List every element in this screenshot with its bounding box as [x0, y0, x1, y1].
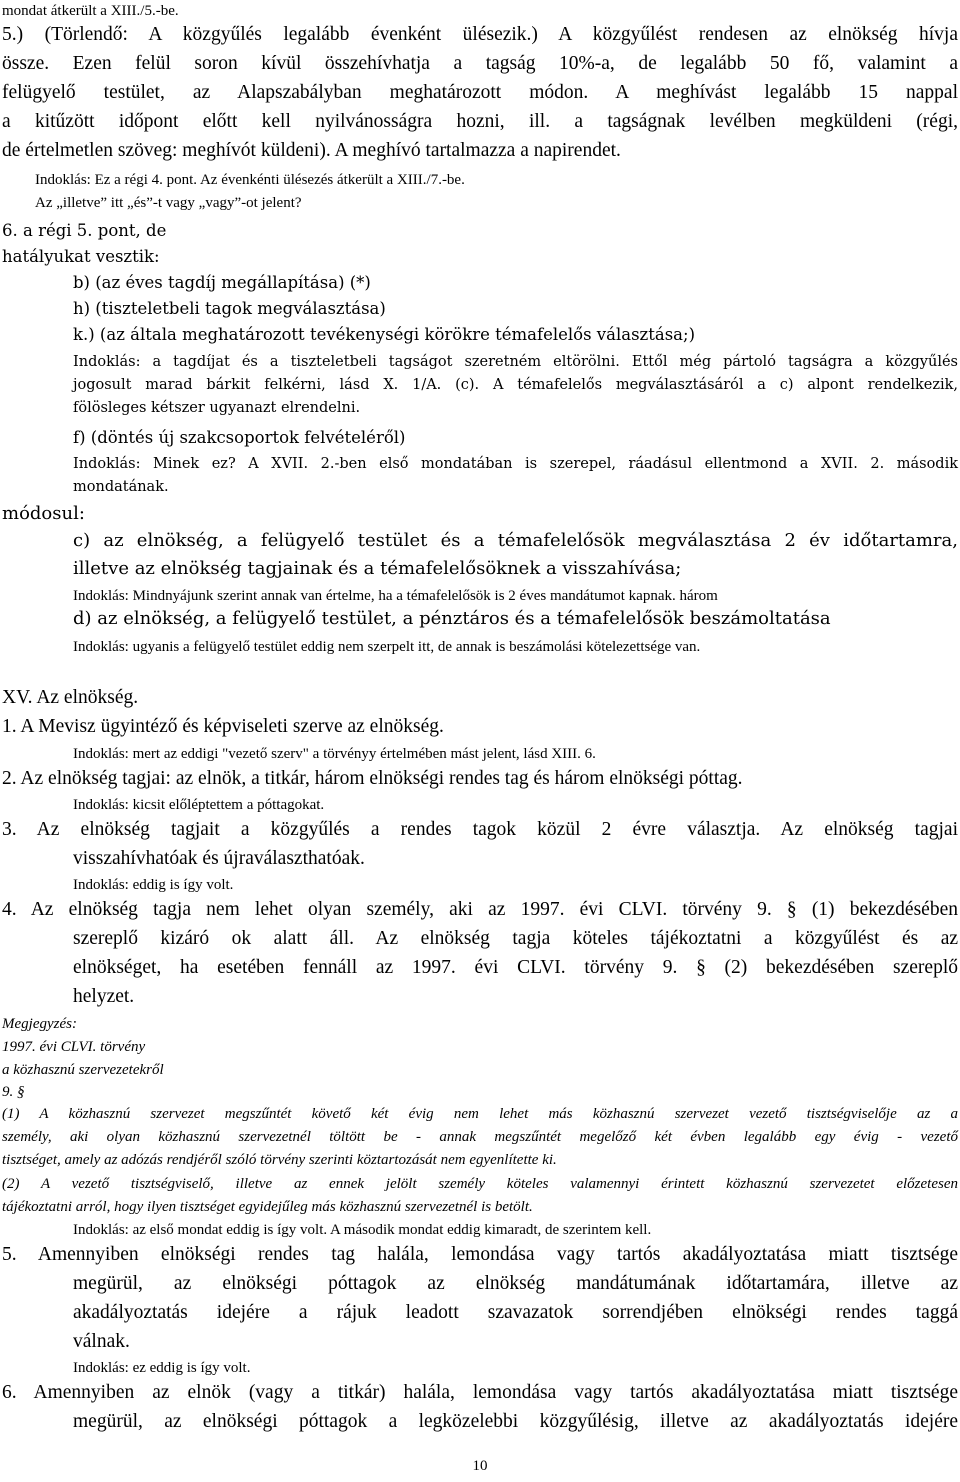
note-line: Megjegyzés:: [2, 1016, 77, 1032]
text-line: 4. Az elnökség tagja nem lehet olyan személy, aki az 1997. évi CLVI. törvény 9. § (1) bekezdésében: [2, 899, 958, 920]
text-line: b) (az éves tagdíj megállapítása) (*): [73, 273, 371, 292]
text-line: 6. Amennyiben az elnök (vagy a titkár) halála, lemondása vagy tartós akadályoztatása miatt tisztsége: [2, 1382, 958, 1403]
note-line: 9. §: [2, 1084, 25, 1100]
note-line: 1997. évi CLVI. törvény: [2, 1039, 146, 1055]
text-line: 2. Az elnökség tagjai: az elnök, a titkár, három elnökségi rendes tag és három elnökségi póttag.: [2, 768, 743, 789]
text-line: Indoklás: a tagdíjat és a tiszteletbeli tagságot szeretném eltörölni. Ettől még pártoló tagságra a közgyűlés: [73, 354, 958, 370]
text-line: illetve az elnökség tagjainak és a témafelelősöknek a visszahívása;: [73, 558, 682, 579]
text-line: fölösleges kétszer ugyanazt elrendelni.: [73, 400, 361, 416]
note-line: tájékoztatni arról, hogy ilyen tisztséget egyidejűleg más közhasznú szervezetnél is betölt.: [2, 1199, 533, 1215]
text-line: Indoklás: ez eddig is így volt.: [73, 1360, 251, 1376]
text-line: Indoklás: mert az eddigi "vezető szerv" a törvényy értelmében mást jelent, lásd XIII. 6.: [73, 746, 596, 762]
text-line: 1. A Mevisz ügyintéző és képviseleti szerve az elnökség.: [2, 716, 444, 737]
text-line: Az „illetve” itt „és”-t vagy „vagy”-ot jelent?: [35, 195, 302, 211]
note-line: a közhasznú szervezetekről: [2, 1062, 164, 1078]
text-line: össze. Ezen felül soron kívül összehívhatja a tagság 10%-a, de legalább 50 fő, valamint a: [2, 53, 958, 74]
text-line: Indoklás: az első mondat eddig is így volt. A második mondat eddig kimaradt, de szerintem kell.: [73, 1222, 652, 1238]
text-line: 6. a régi 5. pont, de: [2, 221, 167, 240]
text-line: Indoklás: kicsit előléptettem a póttagokat.: [73, 797, 325, 813]
text-line: mondat átkerült a XIII./5.-be.: [2, 3, 179, 19]
text-line: d) az elnökség, a felügyelő testület, a pénztáros és a témafelelősök beszámoltatása: [73, 608, 831, 629]
text-line: akadályoztatás idejére a rájuk leadott szavazatok sorrendjében elnökségi rendes taggá: [73, 1302, 958, 1323]
text-line: Indoklás: eddig is így volt.: [73, 877, 234, 893]
text-line: mondatának.: [73, 479, 169, 495]
note-line: személy, aki olyan közhasznú szervezetnél töltött be - annak megszűntét megelőző két évben legalább egy évig - vezető: [2, 1129, 958, 1145]
text-line: Indoklás: Ez a régi 4. pont. Az évenkénti ülésezés átkerült a XIII./7.-be.: [35, 172, 465, 188]
text-line: elnökséget, ha esetében fennáll az 1997. évi CLVI. törvény 9. § (2) bekezdésében szereplő: [73, 957, 958, 978]
text-line: módosul:: [2, 503, 85, 524]
section-heading: XV. Az elnökség.: [2, 687, 139, 708]
page-number: 10: [472, 1458, 488, 1474]
text-line: szereplő kizáró ok alatt áll. Az elnökség tagja köteles tájékoztatni a közgyűlést és az: [73, 928, 958, 949]
text-line: Indoklás: Minek ez? A XVII. 2.-ben első mondatában is szerepel, ráadásul ellentmond a XVII. 2. második: [73, 456, 958, 472]
text-line: Indoklás: ugyanis a felügyelő testület eddig nem szerpelt itt, de annak is beszámolási kötelezettsége van.: [73, 639, 701, 655]
text-line: 5.) (Törlendő: A közgyűlés legalább évenként ülésezik.) A közgyűlést rendesen az elnökség hívja: [2, 24, 958, 45]
text-line: h) (tiszteletbeli tagok megválasztása): [73, 299, 386, 318]
note-line: (1) A közhasznú szervezet megszűntét követő két évig nem lehet más közhasznú szervezet vezető tisztségviselője az a: [2, 1106, 958, 1122]
text-line: jogosult marad bárkit felkérni, lásd X. 1/A. (c). A témafelelős megválasztásáról a c) alpont rendelkezik,: [73, 377, 958, 393]
text-line: a kitűzött időpont előtt kell nyilvánosságra hozni, ill. a tagságnak levélben megküldeni (régi,: [2, 111, 958, 132]
text-line: c) az elnökség, a felügyelő testület és a témafelelősök megválasztása 2 év időtartamra,: [73, 530, 958, 551]
text-line: Indoklás: Mindnyájunk szerint annak van értelme, ha a témafelelősök is 2 éves mandátumot kapnak. három: [73, 588, 718, 604]
text-line: helyzet.: [73, 986, 135, 1007]
text-line: visszahívhatóak és újraválaszthatóak.: [73, 848, 365, 869]
text-line: hatályukat vesztik:: [2, 247, 160, 266]
text-line: f) (döntés új szakcsoportok felvételéről): [73, 428, 406, 447]
text-line: megürül, az elnökségi póttagok az elnökség mandátumának időtartamára, illetve az: [73, 1273, 958, 1294]
text-line: válnak.: [73, 1331, 130, 1352]
note-line: tisztséget, amely az adózás rendjéről szóló törvény szerinti köztartozását nem egyenlítette ki.: [2, 1152, 557, 1168]
text-line: felügyelő testület, az Alapszabályban meghatározott módon. A meghívást legalább 15 nappal: [2, 82, 958, 103]
text-line: megürül, az elnökségi póttagok a legközelebbi közgyűlésig, illetve az akadályoztatás idejére: [73, 1411, 958, 1432]
text-line: de értelmetlen szöveg: meghívót küldeni). A meghívó tartalmazza a napirendet.: [2, 140, 621, 161]
note-line: (2) A vezető tisztségviselő, illetve az ennek jelölt személy köteles valamennyi érintett közhasznú szervezetet előzetesen: [2, 1176, 958, 1192]
text-line: 3. Az elnökség tagjait a közgyűlés a rendes tagok közül 2 évre választja. Az elnökség tagjai: [2, 819, 958, 840]
text-line: k.) (az általa meghatározott tevékenységi körökre témafelelős választása;): [73, 325, 696, 344]
text-line: 5. Amennyiben elnökségi rendes tag halála, lemondása vagy tartós akadályoztatása miatt tisztsége: [2, 1244, 958, 1265]
